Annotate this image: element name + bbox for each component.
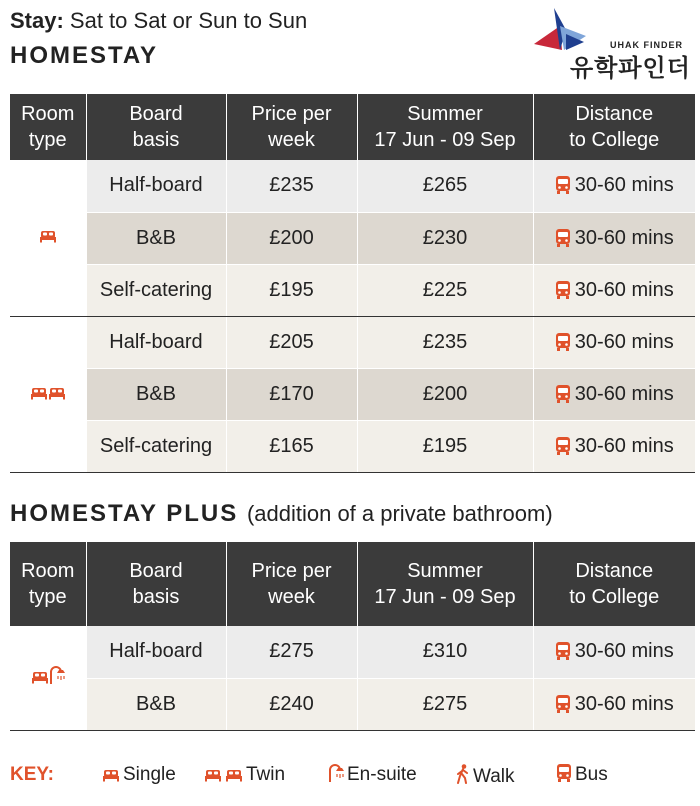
shower-icon: [328, 764, 344, 782]
board-cell: B&B: [86, 678, 226, 730]
price-cell: £240: [226, 678, 357, 730]
logo-text-small: UHAK FINDER: [610, 40, 683, 50]
distance-cell: 30-60 mins: [533, 316, 695, 368]
board-cell: Self-catering: [86, 264, 226, 316]
table-row: [10, 626, 695, 678]
stay-text: Sat to Sat or Sun to Sun: [69, 8, 308, 33]
twin-bed-icon: [225, 768, 243, 782]
summer-cell: £200: [357, 368, 533, 420]
table-row: [10, 368, 695, 420]
header-board-basis: Board basis: [86, 542, 226, 626]
table-header-row: [10, 542, 695, 626]
board-cell: B&B: [86, 212, 226, 264]
table-header-row: [10, 94, 695, 160]
price-cell: £275: [226, 626, 357, 678]
homestay-plus-heading: HOMESTAY PLUS: [10, 500, 239, 527]
logo-text-big: 유학파인더: [570, 55, 691, 82]
table-row: [10, 212, 695, 264]
room-type-single: [10, 160, 86, 316]
single-bed-icon: [31, 670, 49, 684]
table-row: [10, 316, 695, 368]
homestay-table: [10, 94, 695, 473]
header-room-type: Room type: [10, 94, 86, 160]
table-row: [10, 264, 695, 316]
price-cell: £235: [226, 160, 357, 212]
bus-icon: [555, 385, 571, 403]
distance-cell: 30-60 mins: [533, 678, 695, 730]
key-bus: Bus: [556, 764, 608, 786]
price-cell: £200: [226, 212, 357, 264]
distance-cell: 30-60 mins: [533, 626, 695, 678]
homestay-plus-table: [10, 542, 695, 731]
price-cell: £170: [226, 368, 357, 420]
board-cell: Half-board: [86, 316, 226, 368]
distance-cell: 30-60 mins: [533, 160, 695, 212]
key-legend: [10, 762, 700, 790]
key-single: Single: [102, 764, 176, 786]
distance-cell: 30-60 mins: [533, 212, 695, 264]
header-price: Price per week: [226, 542, 357, 626]
table-row: [10, 678, 695, 730]
header-summer: Summer 17 Jun - 09 Sep: [357, 94, 533, 160]
price-cell: £205: [226, 316, 357, 368]
bus-icon: [555, 642, 571, 660]
header-distance: Distance to College: [533, 94, 695, 160]
distance-cell: 30-60 mins: [533, 368, 695, 420]
board-cell: Self-catering: [86, 420, 226, 472]
header-board-basis: Board basis: [86, 94, 226, 160]
board-cell: Half-board: [86, 160, 226, 212]
homestay-plus-title: [10, 500, 553, 528]
summer-cell: £275: [357, 678, 533, 730]
bus-icon: [555, 229, 571, 247]
price-cell: £165: [226, 420, 357, 472]
stay-line: [10, 8, 307, 34]
header-summer: Summer 17 Jun - 09 Sep: [357, 542, 533, 626]
distance-cell: 30-60 mins: [533, 264, 695, 316]
room-type-single-ensuite: [10, 626, 86, 730]
bus-icon: [555, 281, 571, 299]
key-label: KEY:: [10, 764, 54, 785]
stay-label: Stay:: [10, 8, 64, 33]
header-room-type: Room type: [10, 542, 86, 626]
room-type-twin: [10, 316, 86, 472]
bus-icon: [555, 176, 571, 194]
key-ensuite: En-suite: [328, 764, 417, 786]
bus-icon: [555, 437, 571, 455]
bus-icon: [555, 333, 571, 351]
board-cell: B&B: [86, 368, 226, 420]
single-bed-icon: [39, 229, 57, 243]
single-bed-icon: [102, 768, 120, 782]
twin-bed-icon: [204, 768, 222, 782]
distance-cell: 30-60 mins: [533, 420, 695, 472]
header-price: Price per week: [226, 94, 357, 160]
summer-cell: £235: [357, 316, 533, 368]
table-row: [10, 420, 695, 472]
twin-bed-icon: [48, 386, 66, 400]
bus-icon: [555, 695, 571, 713]
table-row: [10, 160, 695, 212]
walk-icon: [456, 764, 470, 784]
key-twin: Twin: [204, 764, 285, 786]
twin-bed-icon: [30, 386, 48, 400]
header-distance: Distance to College: [533, 542, 695, 626]
summer-cell: £310: [357, 626, 533, 678]
price-cell: £195: [226, 264, 357, 316]
shower-icon: [49, 666, 65, 684]
summer-cell: £195: [357, 420, 533, 472]
key-walk: Walk: [456, 764, 515, 788]
bus-icon: [556, 764, 572, 782]
board-cell: Half-board: [86, 626, 226, 678]
summer-cell: £225: [357, 264, 533, 316]
summer-cell: £265: [357, 160, 533, 212]
homestay-plus-subtitle: (addition of a private bathroom): [246, 501, 553, 526]
summer-cell: £230: [357, 212, 533, 264]
homestay-title: HOMESTAY: [10, 42, 159, 69]
